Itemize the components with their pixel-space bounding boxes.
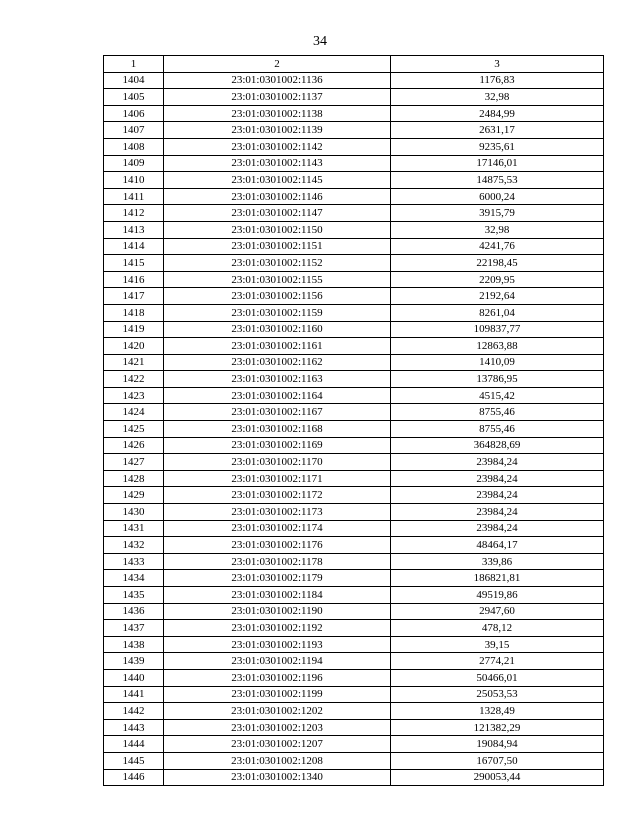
cadastral-number-cell: 23:01:0301002:1138 xyxy=(164,105,391,122)
table-row xyxy=(104,404,604,421)
cadastral-number-cell: 23:01:0301002:1167 xyxy=(164,404,391,421)
value-cell: 23984,24 xyxy=(391,520,604,537)
table-row xyxy=(104,553,604,570)
table-row xyxy=(104,105,604,122)
row-number-cell: 1422 xyxy=(104,371,164,388)
cadastral-number-cell: 23:01:0301002:1340 xyxy=(164,769,391,786)
table-row xyxy=(104,620,604,637)
value-cell: 339,86 xyxy=(391,553,604,570)
table-row xyxy=(104,653,604,670)
cadastral-number-cell: 23:01:0301002:1159 xyxy=(164,304,391,321)
value-cell: 32,98 xyxy=(391,221,604,238)
value-cell: 1328,49 xyxy=(391,703,604,720)
row-number-cell: 1442 xyxy=(104,703,164,720)
row-number-cell: 1405 xyxy=(104,89,164,106)
table-row xyxy=(104,205,604,222)
row-number-cell: 1415 xyxy=(104,255,164,272)
table-row xyxy=(104,221,604,238)
cadastral-number-cell: 23:01:0301002:1145 xyxy=(164,172,391,189)
row-number-cell: 1406 xyxy=(104,105,164,122)
table-row xyxy=(104,587,604,604)
value-cell: 14875,53 xyxy=(391,172,604,189)
table-row xyxy=(104,686,604,703)
table-row xyxy=(104,520,604,537)
value-cell: 1410,09 xyxy=(391,354,604,371)
value-cell: 16707,50 xyxy=(391,752,604,769)
row-number-cell: 1439 xyxy=(104,653,164,670)
value-cell: 2947,60 xyxy=(391,603,604,620)
table-row xyxy=(104,669,604,686)
cadastral-number-cell: 23:01:0301002:1137 xyxy=(164,89,391,106)
row-number-cell: 1423 xyxy=(104,387,164,404)
cadastral-number-cell: 23:01:0301002:1164 xyxy=(164,387,391,404)
value-cell: 2209,95 xyxy=(391,271,604,288)
cadastral-number-cell: 23:01:0301002:1174 xyxy=(164,520,391,537)
table-row xyxy=(104,122,604,139)
table-row xyxy=(104,371,604,388)
row-number-cell: 1412 xyxy=(104,205,164,222)
cadastral-number-cell: 23:01:0301002:1155 xyxy=(164,271,391,288)
cadastral-number-cell: 23:01:0301002:1150 xyxy=(164,221,391,238)
value-cell: 23984,24 xyxy=(391,470,604,487)
row-number-cell: 1443 xyxy=(104,719,164,736)
row-number-cell: 1429 xyxy=(104,487,164,504)
value-cell: 4515,42 xyxy=(391,387,604,404)
value-cell: 2192,64 xyxy=(391,288,604,305)
row-number-cell: 1428 xyxy=(104,470,164,487)
value-cell: 2631,17 xyxy=(391,122,604,139)
row-number-cell: 1420 xyxy=(104,338,164,355)
cadastral-number-cell: 23:01:0301002:1178 xyxy=(164,553,391,570)
row-number-cell: 1426 xyxy=(104,437,164,454)
table-row xyxy=(104,255,604,272)
row-number-cell: 1435 xyxy=(104,587,164,604)
value-cell: 50466,01 xyxy=(391,669,604,686)
row-number-cell: 1414 xyxy=(104,238,164,255)
cadastral-number-cell: 23:01:0301002:1147 xyxy=(164,205,391,222)
cadastral-number-cell: 23:01:0301002:1163 xyxy=(164,371,391,388)
table-row xyxy=(104,454,604,471)
table-row xyxy=(104,304,604,321)
value-cell: 13786,95 xyxy=(391,371,604,388)
row-number-cell: 1441 xyxy=(104,686,164,703)
table-row xyxy=(104,72,604,89)
row-number-cell: 1431 xyxy=(104,520,164,537)
value-cell: 2774,21 xyxy=(391,653,604,670)
row-number-cell: 1427 xyxy=(104,454,164,471)
table-row xyxy=(104,703,604,720)
table-row xyxy=(104,387,604,404)
row-number-cell: 1445 xyxy=(104,752,164,769)
table-row xyxy=(104,421,604,438)
table-row xyxy=(104,188,604,205)
row-number-cell: 1404 xyxy=(104,72,164,89)
row-number-cell: 1411 xyxy=(104,188,164,205)
row-number-cell: 1421 xyxy=(104,354,164,371)
cadastral-number-cell: 23:01:0301002:1202 xyxy=(164,703,391,720)
table-row xyxy=(104,487,604,504)
table-row xyxy=(104,736,604,753)
value-cell: 109837,77 xyxy=(391,321,604,338)
cadastral-number-cell: 23:01:0301002:1193 xyxy=(164,636,391,653)
value-cell: 19084,94 xyxy=(391,736,604,753)
cadastral-number-cell: 23:01:0301002:1151 xyxy=(164,238,391,255)
row-number-cell: 1418 xyxy=(104,304,164,321)
table-row xyxy=(104,271,604,288)
table-row xyxy=(104,537,604,554)
cadastral-number-cell: 23:01:0301002:1190 xyxy=(164,603,391,620)
row-number-cell: 1437 xyxy=(104,620,164,637)
table-row xyxy=(104,504,604,521)
value-cell: 39,15 xyxy=(391,636,604,653)
row-number-cell: 1409 xyxy=(104,155,164,172)
value-cell: 2484,99 xyxy=(391,105,604,122)
cadastral-number-cell: 23:01:0301002:1168 xyxy=(164,421,391,438)
row-number-cell: 1434 xyxy=(104,570,164,587)
value-cell: 23984,24 xyxy=(391,487,604,504)
data-table xyxy=(103,55,604,786)
cadastral-number-cell: 23:01:0301002:1160 xyxy=(164,321,391,338)
value-cell: 4241,76 xyxy=(391,238,604,255)
value-cell: 22198,45 xyxy=(391,255,604,272)
value-cell: 48464,17 xyxy=(391,537,604,554)
table-row xyxy=(104,89,604,106)
table-row xyxy=(104,338,604,355)
value-cell: 49519,86 xyxy=(391,587,604,604)
cadastral-number-cell: 23:01:0301002:1184 xyxy=(164,587,391,604)
row-number-cell: 1436 xyxy=(104,603,164,620)
row-number-cell: 1424 xyxy=(104,404,164,421)
table-row xyxy=(104,321,604,338)
cadastral-number-cell: 23:01:0301002:1170 xyxy=(164,454,391,471)
cadastral-number-cell: 23:01:0301002:1161 xyxy=(164,338,391,355)
value-cell: 186821,81 xyxy=(391,570,604,587)
cadastral-number-cell: 23:01:0301002:1192 xyxy=(164,620,391,637)
row-number-cell: 1410 xyxy=(104,172,164,189)
cadastral-number-cell: 23:01:0301002:1194 xyxy=(164,653,391,670)
row-number-cell: 1419 xyxy=(104,321,164,338)
value-cell: 364828,69 xyxy=(391,437,604,454)
cadastral-number-cell: 23:01:0301002:1142 xyxy=(164,138,391,155)
row-number-cell: 1432 xyxy=(104,537,164,554)
row-number-cell: 1413 xyxy=(104,221,164,238)
value-cell: 478,12 xyxy=(391,620,604,637)
cadastral-number-cell: 23:01:0301002:1172 xyxy=(164,487,391,504)
cadastral-number-cell: 23:01:0301002:1136 xyxy=(164,72,391,89)
cadastral-number-cell: 23:01:0301002:1173 xyxy=(164,504,391,521)
table-row xyxy=(104,138,604,155)
row-number-cell: 1440 xyxy=(104,669,164,686)
column-header-1: 1 xyxy=(104,56,164,73)
cadastral-number-cell: 23:01:0301002:1203 xyxy=(164,719,391,736)
table-row xyxy=(104,354,604,371)
value-cell: 17146,01 xyxy=(391,155,604,172)
value-cell: 6000,24 xyxy=(391,188,604,205)
row-number-cell: 1425 xyxy=(104,421,164,438)
cadastral-number-cell: 23:01:0301002:1152 xyxy=(164,255,391,272)
value-cell: 1176,83 xyxy=(391,72,604,89)
cadastral-number-cell: 23:01:0301002:1208 xyxy=(164,752,391,769)
cadastral-number-cell: 23:01:0301002:1207 xyxy=(164,736,391,753)
row-number-cell: 1407 xyxy=(104,122,164,139)
table-row xyxy=(104,470,604,487)
value-cell: 32,98 xyxy=(391,89,604,106)
row-number-cell: 1430 xyxy=(104,504,164,521)
value-cell: 8755,46 xyxy=(391,404,604,421)
table-row xyxy=(104,288,604,305)
value-cell: 12863,88 xyxy=(391,338,604,355)
page-number: 34 xyxy=(313,34,327,49)
table-header xyxy=(104,56,604,73)
row-number-cell: 1446 xyxy=(104,769,164,786)
value-cell: 23984,24 xyxy=(391,504,604,521)
value-cell: 8261,04 xyxy=(391,304,604,321)
cadastral-number-cell: 23:01:0301002:1143 xyxy=(164,155,391,172)
row-number-cell: 1433 xyxy=(104,553,164,570)
cadastral-number-cell: 23:01:0301002:1196 xyxy=(164,669,391,686)
value-cell: 25053,53 xyxy=(391,686,604,703)
table-row xyxy=(104,437,604,454)
table-row xyxy=(104,155,604,172)
value-cell: 290053,44 xyxy=(391,769,604,786)
table-row xyxy=(104,603,604,620)
table-body xyxy=(104,72,604,786)
value-cell: 8755,46 xyxy=(391,421,604,438)
cadastral-number-cell: 23:01:0301002:1156 xyxy=(164,288,391,305)
column-header-3: 3 xyxy=(391,56,604,73)
value-cell: 121382,29 xyxy=(391,719,604,736)
cadastral-number-cell: 23:01:0301002:1146 xyxy=(164,188,391,205)
row-number-cell: 1438 xyxy=(104,636,164,653)
column-header-2: 2 xyxy=(164,56,391,73)
table-row xyxy=(104,570,604,587)
cadastral-number-cell: 23:01:0301002:1139 xyxy=(164,122,391,139)
value-cell: 3915,79 xyxy=(391,205,604,222)
value-cell: 9235,61 xyxy=(391,138,604,155)
cadastral-number-cell: 23:01:0301002:1176 xyxy=(164,537,391,554)
table-row xyxy=(104,752,604,769)
cadastral-number-cell: 23:01:0301002:1171 xyxy=(164,470,391,487)
row-number-cell: 1416 xyxy=(104,271,164,288)
row-number-cell: 1417 xyxy=(104,288,164,305)
cadastral-number-cell: 23:01:0301002:1162 xyxy=(164,354,391,371)
row-number-cell: 1444 xyxy=(104,736,164,753)
table-row xyxy=(104,172,604,189)
cadastral-number-cell: 23:01:0301002:1169 xyxy=(164,437,391,454)
table-row xyxy=(104,769,604,786)
cadastral-number-cell: 23:01:0301002:1199 xyxy=(164,686,391,703)
cadastral-number-cell: 23:01:0301002:1179 xyxy=(164,570,391,587)
table-row xyxy=(104,636,604,653)
table-row xyxy=(104,719,604,736)
row-number-cell: 1408 xyxy=(104,138,164,155)
header-row xyxy=(104,56,604,73)
value-cell: 23984,24 xyxy=(391,454,604,471)
table-row xyxy=(104,238,604,255)
